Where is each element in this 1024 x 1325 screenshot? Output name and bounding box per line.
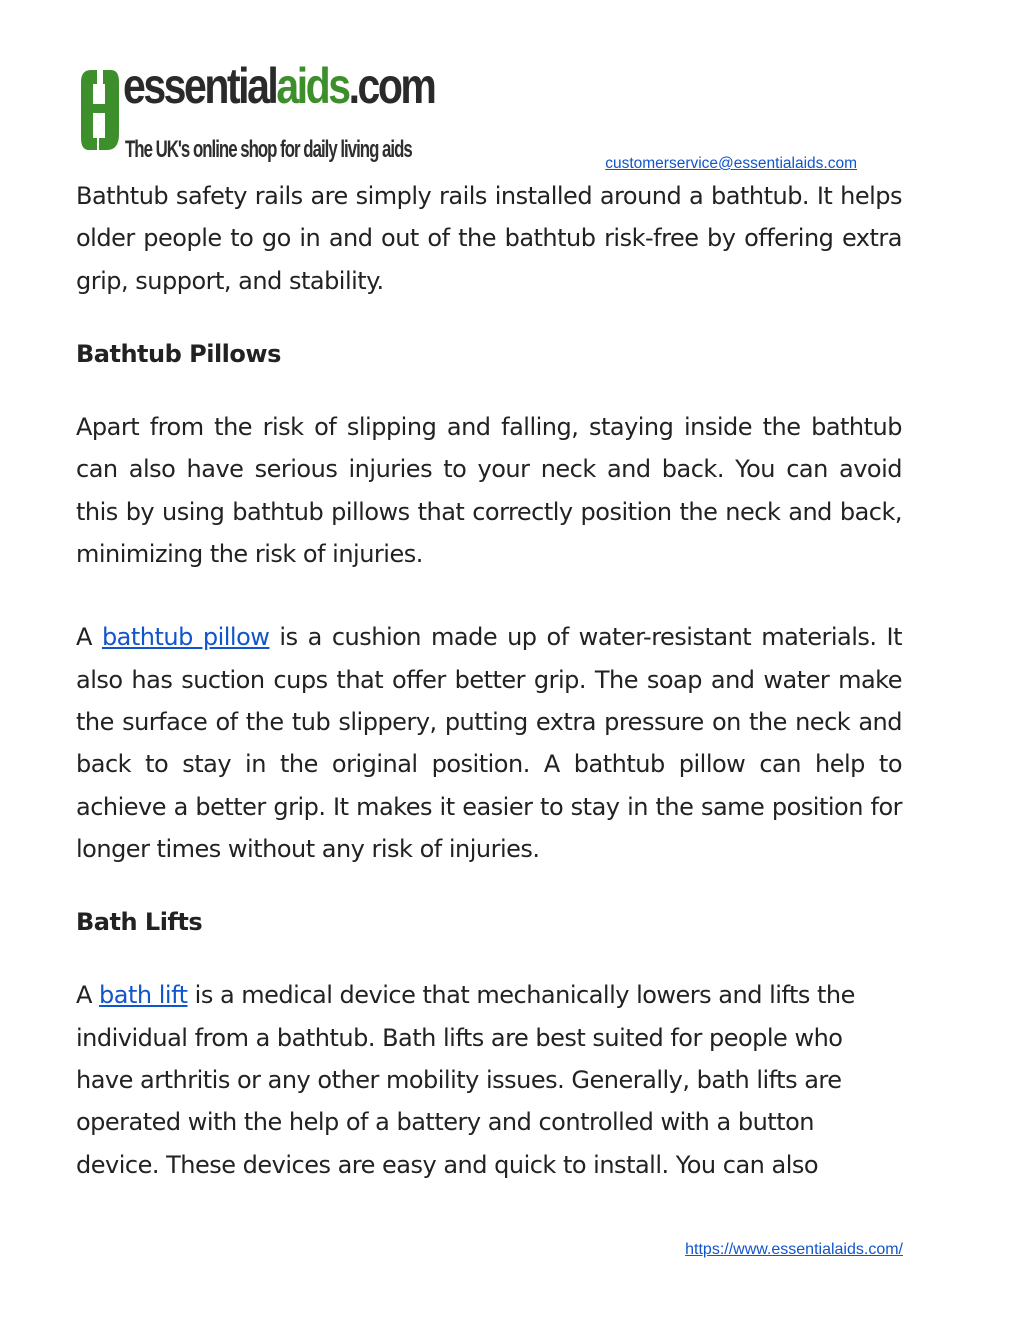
intro-paragraph: Bathtub safety rails are simply rails installed around a bathtub. It helps older people to go in and out of the bathtub risk-free by offering extra grip, support, and stability. — [76, 182, 902, 295]
brand-tagline: The UK's online shop for daily living aids — [125, 136, 412, 163]
ed-monogram-logo-icon — [77, 64, 123, 150]
brand-wordmark: essentialaids.com — [123, 58, 435, 114]
bath-lift-link[interactable]: bath lift — [99, 981, 188, 1010]
brand-logo — [77, 58, 435, 170]
bathtub-pillow-link[interactable]: bathtub pillow — [101, 623, 270, 652]
bathtub-pillows-paragraph-2: A bathtub pillow is a cushion made up of water-resistant materials. It also has suction cups that offer better grip. The soap and water make the surface of the tub slippery, putting extra pressure on the neck and back to stay in the original position. A bathtub pillow can help to achieve a better grip. It makes it easier to stay in the same position for longer times without any risk of injuries. — [76, 623, 903, 863]
document-body — [76, 175, 902, 1186]
section-heading-bath-lifts: Bath Lifts — [76, 908, 203, 937]
bath-lifts-paragraph: A bath lift is a medical device that mechanically lowers and lifts the individual from a bathtub. Bath lifts are best suited for people who have arthritis or any other mobility issues. Generally, bath lifts are operated with the help of a battery and controlled with a button device. These devices are easy and quick to install. You can also — [76, 981, 855, 1179]
customer-service-email-link[interactable]: customerservice@essentialaids.com — [605, 155, 857, 172]
bathtub-pillows-paragraph-1: Apart from the risk of slipping and falling, staying inside the bathtub can also have serious injuries to your neck and back. You can avoid this by using bathtub pillows that correctly position the neck and back, minimizing the risk of injuries. — [76, 413, 902, 569]
footer-website-link[interactable]: https://www.essentialaids.com/ — [685, 1241, 903, 1258]
section-heading-bathtub-pillows: Bathtub Pillows — [76, 339, 281, 368]
